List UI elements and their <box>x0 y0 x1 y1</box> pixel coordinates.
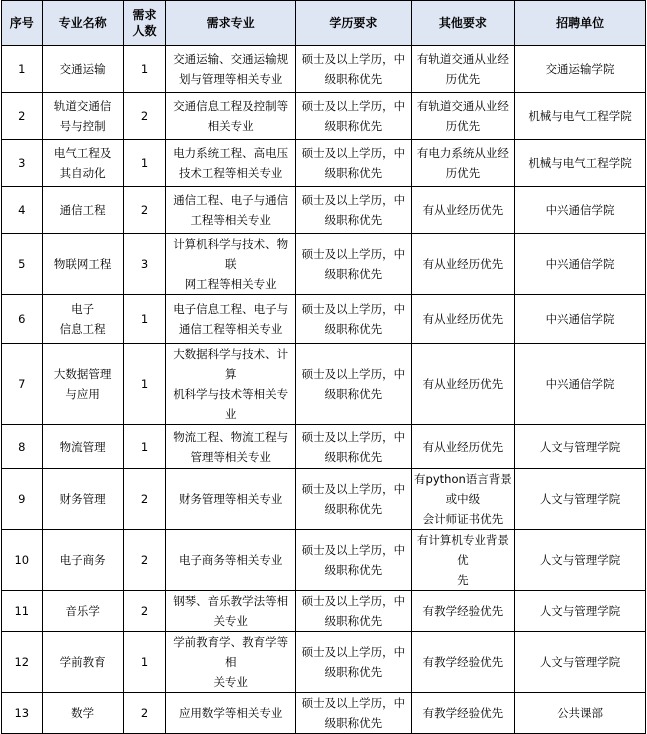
cell-education: 硕士及以上学历，中 级职称优先 <box>296 46 412 93</box>
cell-other: 有教学经验优先 <box>411 693 514 734</box>
cell-required-major: 交通运输、交通运输规 划与管理等相关专业 <box>166 46 296 93</box>
cell-major: 电气工程及 其自动化 <box>42 140 123 187</box>
cell-education: 硕士及以上学历，中 级职称优先 <box>296 469 412 530</box>
cell-other: 有教学经验优先 <box>411 591 514 632</box>
cell-count: 1 <box>123 46 166 93</box>
cell-index: 10 <box>2 530 43 591</box>
cell-major: 音乐学 <box>42 591 123 632</box>
table-row <box>2 234 646 295</box>
cell-major: 交通运输 <box>42 46 123 93</box>
cell-required-major: 通信工程、电子与通信 工程等相关专业 <box>166 187 296 234</box>
recruitment-table <box>1 0 646 734</box>
cell-education: 硕士及以上学历，中 级职称优先 <box>296 425 412 469</box>
table-row <box>2 591 646 632</box>
cell-unit: 中兴通信学院 <box>515 295 646 344</box>
table-row <box>2 187 646 234</box>
cell-education: 硕士及以上学历，中 级职称优先 <box>296 632 412 693</box>
cell-unit: 中兴通信学院 <box>515 187 646 234</box>
cell-unit: 交通运输学院 <box>515 46 646 93</box>
cell-major: 物流管理 <box>42 425 123 469</box>
cell-required-major: 交通信息工程及控制等 相关专业 <box>166 93 296 140</box>
cell-index: 7 <box>2 344 43 425</box>
table-row <box>2 295 646 344</box>
header-major: 专业名称 <box>42 1 123 46</box>
cell-unit: 人文与管理学院 <box>515 469 646 530</box>
cell-education: 硕士及以上学历，中 级职称优先 <box>296 140 412 187</box>
cell-unit: 人文与管理学院 <box>515 425 646 469</box>
cell-required-major: 电力系统工程、高电压 技术工程等相关专业 <box>166 140 296 187</box>
cell-count: 1 <box>123 425 166 469</box>
cell-other: 有教学经验优先 <box>411 632 514 693</box>
cell-count: 1 <box>123 344 166 425</box>
cell-count: 2 <box>123 591 166 632</box>
cell-education: 硕士及以上学历，中 级职称优先 <box>296 591 412 632</box>
cell-required-major: 物流工程、物流工程与 管理等相关专业 <box>166 425 296 469</box>
table-row <box>2 693 646 734</box>
cell-count: 1 <box>123 632 166 693</box>
header-required-major: 需求专业 <box>166 1 296 46</box>
table-body <box>2 46 646 734</box>
cell-other: 有轨道交通从业经 历优先 <box>411 93 514 140</box>
cell-count: 3 <box>123 234 166 295</box>
cell-index: 11 <box>2 591 43 632</box>
cell-major: 数学 <box>42 693 123 734</box>
table-row <box>2 469 646 530</box>
cell-count: 2 <box>123 530 166 591</box>
cell-required-major: 大数据科学与技术、计算 机科学与技术等相关专业 <box>166 344 296 425</box>
cell-education: 硕士及以上学历，中 级职称优先 <box>296 93 412 140</box>
cell-required-major: 电子商务等相关专业 <box>166 530 296 591</box>
cell-count: 2 <box>123 187 166 234</box>
cell-other: 有python语言背景或中级 会计师证书优先 <box>411 469 514 530</box>
cell-index: 4 <box>2 187 43 234</box>
cell-major: 学前教育 <box>42 632 123 693</box>
table-row <box>2 344 646 425</box>
cell-unit: 中兴通信学院 <box>515 344 646 425</box>
cell-education: 硕士及以上学历，中 级职称优先 <box>296 295 412 344</box>
cell-education: 硕士及以上学历，中 级职称优先 <box>296 187 412 234</box>
table-row <box>2 46 646 93</box>
cell-other: 有从业经历优先 <box>411 344 514 425</box>
cell-other: 有从业经历优先 <box>411 234 514 295</box>
cell-unit: 人文与管理学院 <box>515 530 646 591</box>
header-count: 需求 人数 <box>123 1 166 46</box>
cell-major: 电子 信息工程 <box>42 295 123 344</box>
cell-education: 硕士及以上学历，中 级职称优先 <box>296 530 412 591</box>
cell-other: 有轨道交通从业经 历优先 <box>411 46 514 93</box>
cell-major: 通信工程 <box>42 187 123 234</box>
cell-major: 财务管理 <box>42 469 123 530</box>
cell-count: 1 <box>123 140 166 187</box>
cell-index: 1 <box>2 46 43 93</box>
cell-required-major: 钢琴、音乐教学法等相 关专业 <box>166 591 296 632</box>
cell-major: 轨道交通信 号与控制 <box>42 93 123 140</box>
cell-required-major: 计算机科学与技术、物联 网工程等相关专业 <box>166 234 296 295</box>
cell-required-major: 学前教育学、教育学等相 关专业 <box>166 632 296 693</box>
cell-other: 有从业经历优先 <box>411 295 514 344</box>
cell-other: 有计算机专业背景优 先 <box>411 530 514 591</box>
cell-education: 硕士及以上学历，中 级职称优先 <box>296 344 412 425</box>
table-row <box>2 632 646 693</box>
cell-other: 有从业经历优先 <box>411 425 514 469</box>
cell-count: 2 <box>123 469 166 530</box>
table-header-row <box>2 1 646 46</box>
table-row <box>2 530 646 591</box>
cell-major: 物联网工程 <box>42 234 123 295</box>
cell-required-major: 电子信息工程、电子与 通信工程等相关专业 <box>166 295 296 344</box>
cell-count: 2 <box>123 693 166 734</box>
cell-unit: 人文与管理学院 <box>515 632 646 693</box>
cell-major: 电子商务 <box>42 530 123 591</box>
cell-index: 9 <box>2 469 43 530</box>
cell-unit: 机械与电气工程学院 <box>515 140 646 187</box>
cell-index: 6 <box>2 295 43 344</box>
cell-major: 大数据管理 与应用 <box>42 344 123 425</box>
cell-index: 13 <box>2 693 43 734</box>
table-row <box>2 93 646 140</box>
cell-education: 硕士及以上学历，中 级职称优先 <box>296 693 412 734</box>
cell-unit: 公共课部 <box>515 693 646 734</box>
cell-index: 5 <box>2 234 43 295</box>
cell-other: 有从业经历优先 <box>411 187 514 234</box>
header-unit: 招聘单位 <box>515 1 646 46</box>
header-other: 其他要求 <box>411 1 514 46</box>
cell-unit: 机械与电气工程学院 <box>515 93 646 140</box>
cell-count: 2 <box>123 93 166 140</box>
header-education: 学历要求 <box>296 1 412 46</box>
table-row <box>2 140 646 187</box>
cell-unit: 人文与管理学院 <box>515 591 646 632</box>
cell-index: 2 <box>2 93 43 140</box>
cell-required-major: 应用数学等相关专业 <box>166 693 296 734</box>
cell-other: 有电力系统从业经 历优先 <box>411 140 514 187</box>
cell-index: 12 <box>2 632 43 693</box>
cell-unit: 中兴通信学院 <box>515 234 646 295</box>
cell-index: 8 <box>2 425 43 469</box>
cell-count: 1 <box>123 295 166 344</box>
cell-required-major: 财务管理等相关专业 <box>166 469 296 530</box>
header-index: 序号 <box>2 1 43 46</box>
cell-education: 硕士及以上学历，中 级职称优先 <box>296 234 412 295</box>
cell-index: 3 <box>2 140 43 187</box>
table-row <box>2 425 646 469</box>
